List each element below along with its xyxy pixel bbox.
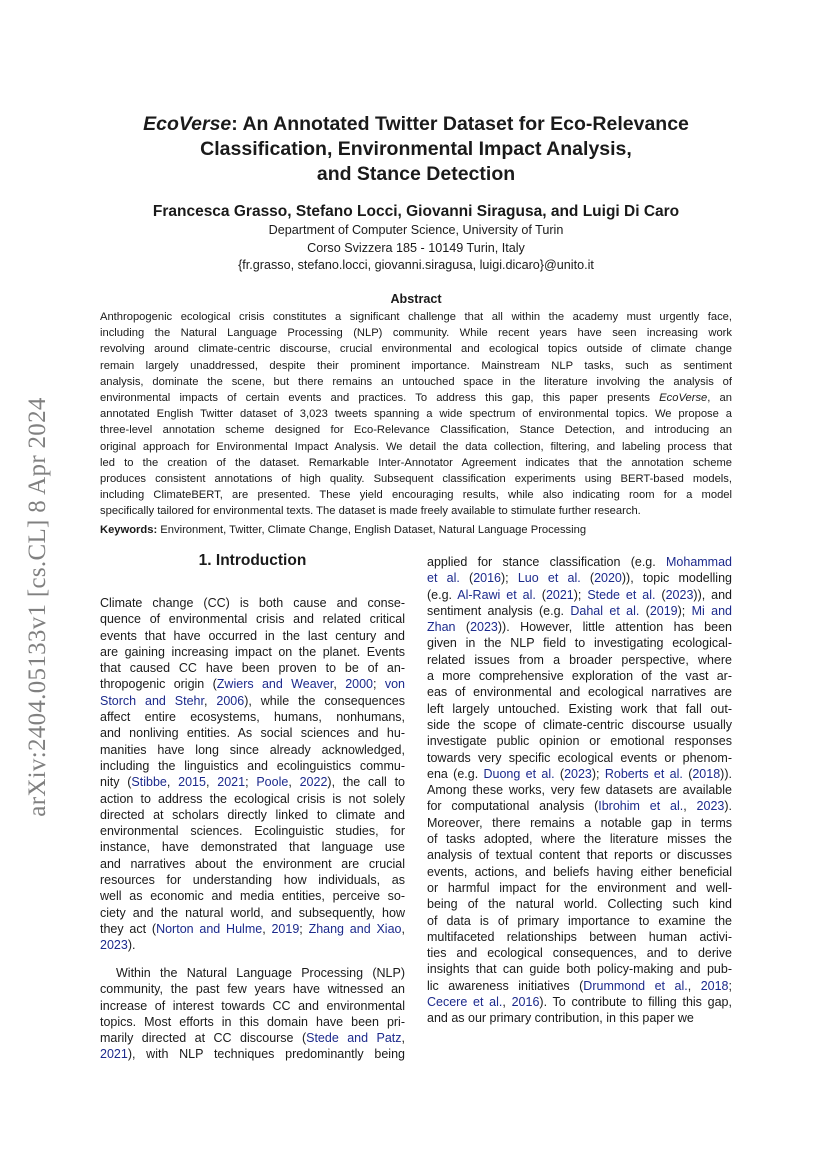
citation-link[interactable]: Mi and [691, 603, 732, 618]
citation-link[interactable]: Storch and Stehr [100, 693, 204, 708]
citation-link[interactable]: 2018 [700, 978, 729, 993]
citation-link[interactable]: 2019 [271, 921, 300, 936]
citation-link[interactable]: 2023 [696, 799, 725, 814]
citation-link[interactable]: Stede et al. [587, 587, 656, 602]
citation-link[interactable]: 2023 [100, 938, 128, 953]
citation-link[interactable]: 2023 [564, 766, 592, 781]
authors: Francesca Grasso, Stefano Locci, Giovanni Siragusa, and Luigi Di Caro [152, 203, 680, 220]
citation-link[interactable]: 2018 [692, 766, 721, 781]
intro-paragraph-1: Climate change (CC) is both cause and conse- quence of environmental crisis and related critical events that have occurred in the last century and are gaining increasing impact on the planet. Events that caused CC have been proven to be of an- thropogenic origin (Zwiers and Weaver, 2000; von Storch and Stehr, 2006), while the consequences affect entire ecosystems, humans, nonhumans, and nonliving entities. As social sciences and hu- manities have long since already acknowledged, including the linguistics and ecolinguistics commu- nity (Stibbe, 2015, 2021; Poole, 2022), the call to action to address the ecological crisis is not solely directed at scholars directly linked to climate and environmental sciences. Ecolinguistic studies, for instance, have demonstrated that language use and narratives about the environment are crucial resources for understanding how individuals, as well as economic and media entities, perceive so- ciety and the natural world, and subsequently, how they act (Norton and Hulme, 2019; Zhang and Xiao, 2023). [100, 596, 406, 953]
affiliation: Department of Computer Science, University of Turin Corso Svizzera 185 - 10149 Turin, Italy {fr.grasso, stefano.locci, giovanni.siragusa, luigi.dicaro}@unito.it [100, 222, 732, 275]
citation-link[interactable]: 2019 [649, 603, 678, 618]
intro-paragraph-2: Within the Natural Language Processing (NLP) community, the past few years have witnessed an increase of interest towards CC and environmental topics. Most efforts in this domain have been pri- marily directed at CC discourse (Stede and Patz, 2021), with NLP techniques predominantly being [100, 966, 405, 1062]
citation-link[interactable]: 2021 [217, 775, 246, 790]
citation-link[interactable]: 2022 [299, 775, 328, 790]
abstract-heading: Abstract [390, 292, 442, 306]
title-emph: EcoVerse [143, 113, 232, 135]
citation-link[interactable]: 2023 [470, 620, 498, 635]
section-heading-introduction: 1. Introduction [198, 552, 307, 569]
citation-link[interactable]: von [384, 677, 405, 692]
keywords: Keywords: Environment, Twitter, Climate Change, English Dataset, Natural Language Processing [100, 524, 587, 536]
citation-link[interactable]: Zwiers and Weaver [216, 677, 334, 692]
citation-link[interactable]: Zhang and Xiao [308, 921, 402, 936]
author-emails: {fr.grasso, stefano.locci, giovanni.siragusa, luigi.dicaro}@unito.it [238, 258, 594, 272]
citation-link[interactable]: Drummond et al. [583, 978, 688, 993]
citation-link[interactable]: 2016 [473, 571, 501, 586]
citation-link[interactable]: Ibrohim et al. [598, 799, 684, 814]
citation-link[interactable]: Al-Rawi et al. [457, 587, 536, 602]
citation-link[interactable]: Poole [256, 775, 289, 790]
abstract-text: Anthropogenic ecological crisis constitutes a significant challenge that all within the academy must urgently face, including the Natural Language Processing (NLP) community. While recent years have seen increasing work revolving around climate-centric discourse, crucial environmental and ecological topics outside of climate change remain largely unaddressed, despite their prominent importance. Mainstream NLP tasks, such as sentiment analysis, dominate the scene, but there remains an untouched space in the literature involving the analysis of environmental impacts of certain events and practices. To address this gap, this paper presents EcoVerse, an annotated English Twitter dataset of 3,023 tweets spanning a wide spectrum of environmental topics. We propose a three-level annotation scheme designed for Eco-Relevance Classification, Stance Detection, and introducing an original approach for Environmental Impact Analysis. We detail the data collection, filtering, and labeling process that led to the creation of the dataset. Remarkable Inter-Annotator Agreement indicates that the annotation scheme produces consistent annotations of high quality. Subsequent classification experiments using BERT-based models, including ClimateBERT, are presented. These yield encouraging results, while also indicating room for a model specifically tailored for environmental texts. The dataset is made freely available to stimulate further research. [100, 311, 732, 518]
citation-link[interactable]: Stede and Patz [306, 1031, 402, 1046]
citation-link[interactable]: Stibbe [131, 775, 167, 790]
citation-link[interactable]: Cecere et al. [427, 995, 503, 1010]
intro-paragraph-column-2: applied for stance classification (e.g. Mohammad et al. (2016); Luo et al. (2020)), topic modelling (e.g. Al-Rawi et al. (2021); Stede et al. (2023)), and sentiment analysis (e.g. Dahal et al. (2019); Mi and Zhan (2023)). However, little attention has been given in the NLP field to investigating ecological- related issues from a broader perspective, where a more comprehensive exploration of the vast ar- eas of environmental and ecological narratives are left largely untouched. Existing work that fall out- side the scope of climate-centric discourse usually investigate public opinion or emotional responses towards very specific ecological events or phenom- ena (e.g. Duong et al. (2023); Roberts et al. (2018)). Among these works, very few datasets are available for computational analysis (Ibrohim et al., 2023). Moreover, there remains a notable gap in terms of tasks adopted, where the literature misses the analysis of textual content that reports or discusses events, actions, and beliefs having either beneficial or harmful impact for the environment and well- being of the natural world. Collecting such kind of data is of primary importance to examine the multifaceted relationships between human activi- ties and ecological consequences, and to derive insights that can guide both policy-making and pub- lic awareness initiatives (Drummond et al., 2018; Cecere et al., 2016). To contribute to filling this gap, and as our primary contribution, in this paper we [427, 555, 733, 1026]
citation-link[interactable]: 2006 [216, 693, 245, 708]
paper-title: EcoVerse: An Annotated Twitter Dataset for Eco-Relevance Classification, Environmental Impact Analysis, and Stance Detection [143, 113, 689, 185]
citation-link[interactable]: 2015 [178, 775, 206, 790]
citation-link[interactable]: 2021 [545, 587, 574, 602]
citation-link[interactable]: 2023 [665, 587, 694, 602]
citation-link[interactable]: Roberts et al. [604, 766, 683, 781]
citation-link[interactable]: Mohammad [666, 555, 732, 569]
citation-link[interactable]: Duong et al. [483, 766, 555, 781]
citation-link[interactable]: Zhan [427, 620, 456, 635]
citation-link[interactable]: 2020 [594, 571, 622, 586]
citation-link[interactable]: Norton and Hulme [156, 921, 263, 936]
arxiv-watermark: arXiv:2404.05133v1 [cs.CL] 8 Apr 2024 [24, 397, 51, 817]
citation-link[interactable]: et al. [427, 571, 460, 586]
citation-link[interactable]: 2016 [511, 995, 540, 1010]
citation-link[interactable]: Luo et al. [517, 571, 581, 586]
citation-link[interactable]: 2021 [100, 1047, 128, 1062]
citation-link[interactable]: 2000 [345, 677, 373, 692]
citation-link[interactable]: Dahal et al. [570, 603, 640, 618]
